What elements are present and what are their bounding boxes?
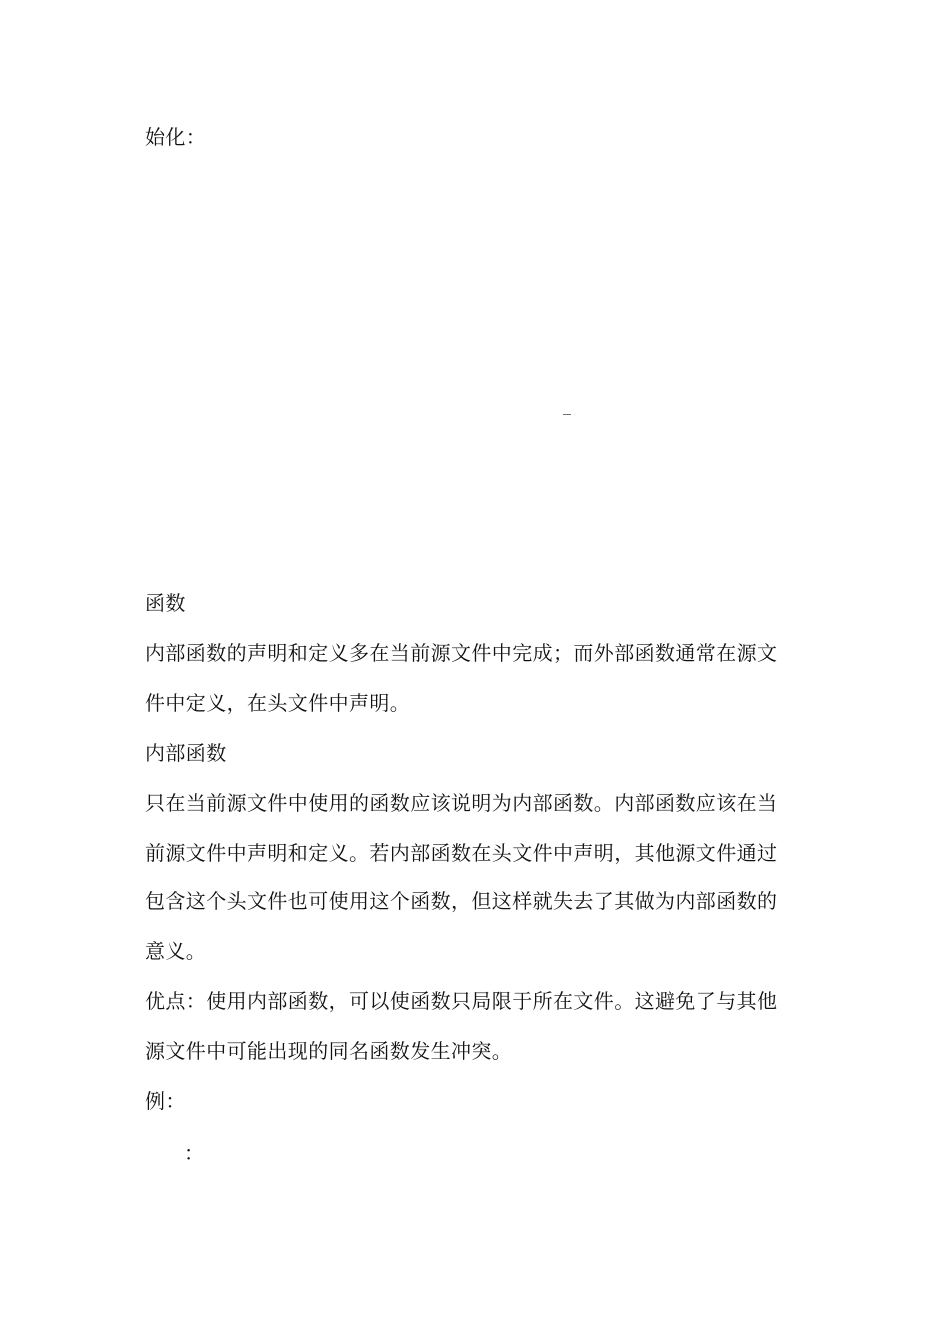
advantage-line-2: 源文件中可能出现的同名函数发生冲突。 (145, 1039, 513, 1063)
paragraph-line-4: 前源文件中声明和定义。若内部函数在头文件中声明，其他源文件通过 (145, 841, 778, 865)
trailing-colon: ： (184, 1141, 204, 1165)
paragraph-line-6: 意义。 (145, 939, 207, 963)
text-line-init: 始化： (145, 125, 207, 149)
paragraph-line-5: 包含这个头文件也可使用这个函数，但这样就失去了其做为内部函数的 (145, 889, 778, 913)
heading-internal-functions: 内部函数 (145, 741, 227, 765)
paragraph-line-3: 只在当前源文件中使用的函数应该说明为内部函数。内部函数应该在当 (145, 791, 778, 815)
example-label: 例： (145, 1089, 186, 1113)
paragraph-line-2: 件中定义，在头文件中声明。 (145, 691, 411, 715)
advantage-line-1: 优点：使用内部函数，可以使函数只局限于所在文件。这避免了与其他 (145, 989, 778, 1013)
paragraph-line-1: 内部函数的声明和定义多在当前源文件中完成；而外部函数通常在源文 (145, 641, 778, 665)
heading-functions: 函数 (145, 591, 186, 615)
underscore-mark: _ (563, 396, 571, 415)
